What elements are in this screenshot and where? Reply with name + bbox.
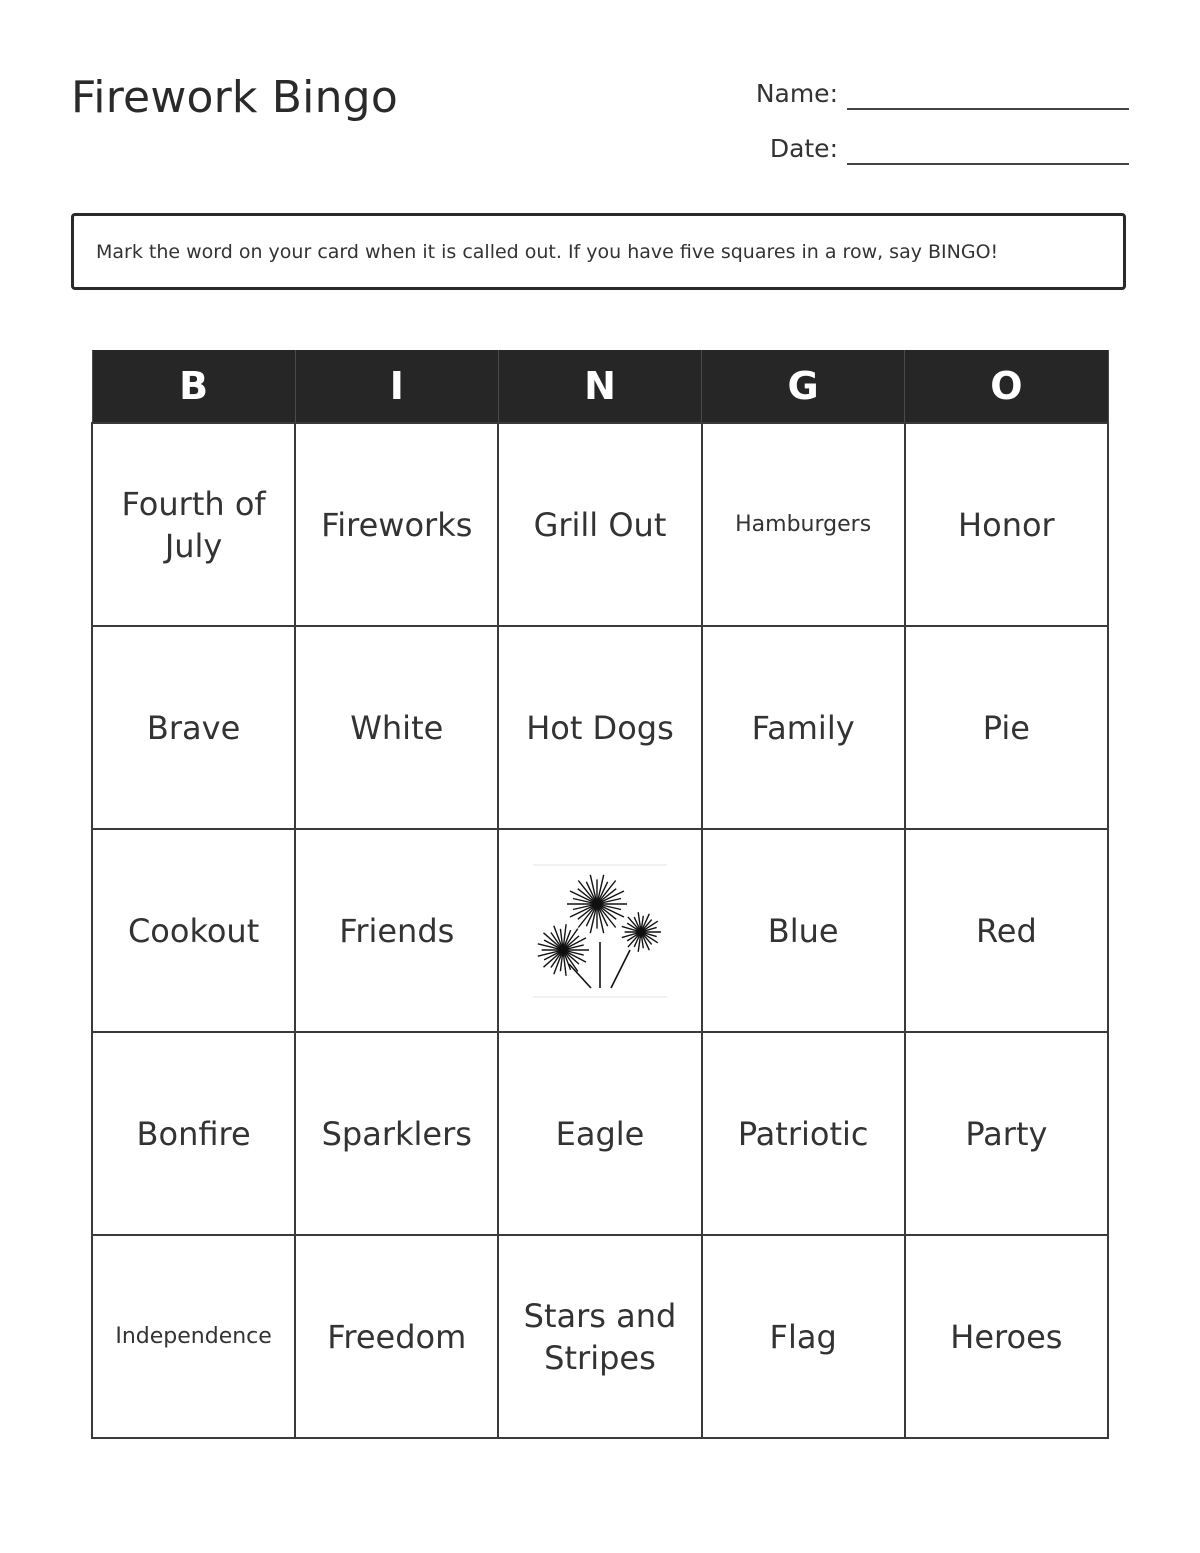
bingo-cell[interactable]: Party <box>905 1032 1108 1235</box>
bingo-cell[interactable]: Family <box>702 626 905 829</box>
bingo-cell[interactable]: Red <box>905 829 1108 1032</box>
column-header-n: N <box>498 350 701 423</box>
bingo-cell[interactable]: Fourth of July <box>92 423 295 626</box>
bingo-cell[interactable]: Freedom <box>295 1235 498 1438</box>
bingo-cell[interactable]: Patriotic <box>702 1032 905 1235</box>
free-space-cell[interactable] <box>498 829 701 1032</box>
bingo-cell[interactable]: Eagle <box>498 1032 701 1235</box>
date-line[interactable] <box>847 131 1129 165</box>
fireworks-icon <box>533 864 667 998</box>
bingo-cell[interactable]: Heroes <box>905 1235 1108 1438</box>
bingo-cell[interactable]: Fireworks <box>295 423 498 626</box>
bingo-row <box>92 1032 1108 1235</box>
bingo-cell[interactable]: Honor <box>905 423 1108 626</box>
bingo-header-row <box>92 350 1108 423</box>
bingo-cell[interactable]: Cookout <box>92 829 295 1032</box>
column-header-i: I <box>295 350 498 423</box>
bingo-cell[interactable]: Sparklers <box>295 1032 498 1235</box>
bingo-cell[interactable]: Blue <box>702 829 905 1032</box>
bingo-cell[interactable]: Independence <box>92 1235 295 1438</box>
bingo-cell[interactable]: Friends <box>295 829 498 1032</box>
bingo-card <box>91 350 1109 1439</box>
bingo-cell[interactable]: Grill Out <box>498 423 701 626</box>
bingo-cell[interactable]: Pie <box>905 626 1108 829</box>
bingo-cell[interactable]: Bonfire <box>92 1032 295 1235</box>
bingo-cell[interactable]: White <box>295 626 498 829</box>
bingo-row <box>92 1235 1108 1438</box>
bingo-cell[interactable]: Brave <box>92 626 295 829</box>
name-field-row <box>756 76 1129 110</box>
bingo-row <box>92 423 1108 626</box>
bingo-cell[interactable]: Flag <box>702 1235 905 1438</box>
name-line[interactable] <box>847 76 1129 110</box>
column-header-b: B <box>92 350 295 423</box>
instructions-box: Mark the word on your card when it is called out. If you have five squares in a row, say BINGO! <box>71 213 1126 290</box>
bingo-row <box>92 626 1108 829</box>
bingo-cell[interactable]: Stars and Stripes <box>498 1235 701 1438</box>
bingo-cell[interactable]: Hot Dogs <box>498 626 701 829</box>
date-field-row <box>770 131 1129 165</box>
page-title: Firework Bingo <box>71 72 398 123</box>
column-header-o: O <box>905 350 1108 423</box>
name-label: Name: <box>755 79 838 108</box>
bingo-row <box>92 829 1108 1032</box>
bingo-cell[interactable]: Hamburgers <box>702 423 905 626</box>
column-header-g: G <box>702 350 905 423</box>
date-label: Date: <box>769 134 838 163</box>
